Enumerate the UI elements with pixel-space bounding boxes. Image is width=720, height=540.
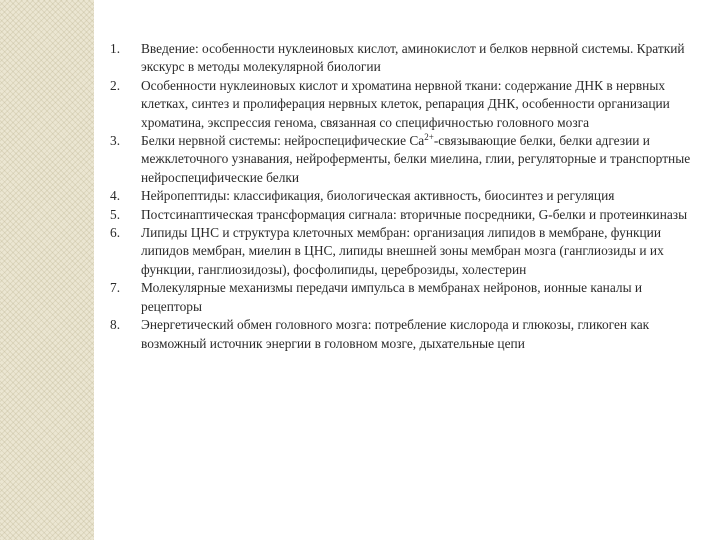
ion-charge-superscript: 2+ — [424, 132, 434, 143]
item-text: Липиды ЦНС и структура клеточных мембран: организация липидов в мембране, функции липидов мембран, миелин в ЦНС, липиды внешней зоны мембран мозга (ганглиозиды и их функции, ганглиозидозы), фосфолипиды, цереброзиды, холестерин — [141, 225, 664, 277]
list-item — [110, 187, 700, 205]
list-item — [110, 316, 700, 353]
topic-list — [110, 40, 700, 353]
item-text-before: Белки нервной системы: нейроспецифические Са — [141, 133, 425, 149]
item-text: Введение: особенности нуклеиновых кислот, аминокислот и белков нервной системы. Краткий экскурс в методы молекулярной биологии — [141, 41, 685, 75]
item-text-after: -связывающие белки, белки адгезии и межклеточного узнавания, нейроферменты, белки миелина, глии, регуляторные и транспортные нейроспецифические белки — [141, 133, 691, 185]
item-number: 7. — [110, 280, 121, 296]
item-text: Постсинаптическая трансформация сигнала: вторичные посредники, G-белки и протеинкиназы — [141, 206, 688, 222]
list-item — [110, 206, 700, 224]
item-number: 8. — [110, 317, 121, 333]
item-number: 6. — [110, 225, 121, 241]
list-item — [110, 279, 700, 316]
list-item — [110, 77, 700, 132]
list-item — [110, 224, 700, 279]
item-number: 2. — [110, 77, 121, 93]
item-text: Энергетический обмен головного мозга: потребление кислорода и глюкозы, гликоген как возможный источник энергии в головном мозге, дыхательные цепи — [141, 317, 650, 351]
list-item — [110, 132, 700, 187]
item-number: 5. — [110, 206, 121, 222]
item-number: 1. — [110, 41, 121, 56]
item-text: Нейропептиды: классификация, биологическая активность, биосинтез и регуляция — [141, 188, 615, 204]
item-text: Молекулярные механизмы передачи импульса в мембранах нейронов, ионные каналы и рецепторы — [141, 280, 643, 314]
item-text: Особенности нуклеиновых кислот и хроматина нервной ткани: содержание ДНК в нервных клетках, синтез и пролиферация нервных клеток, репарация ДНК, особенности организации хроматина, экспрессия генома, связанная со специфичностью головного мозга — [141, 77, 670, 130]
item-number: 3. — [110, 133, 121, 149]
list-item — [110, 40, 700, 77]
item-text — [141, 132, 700, 187]
decorative-side-band — [0, 0, 94, 540]
item-number: 4. — [110, 188, 121, 204]
topic-list-container — [110, 40, 700, 520]
